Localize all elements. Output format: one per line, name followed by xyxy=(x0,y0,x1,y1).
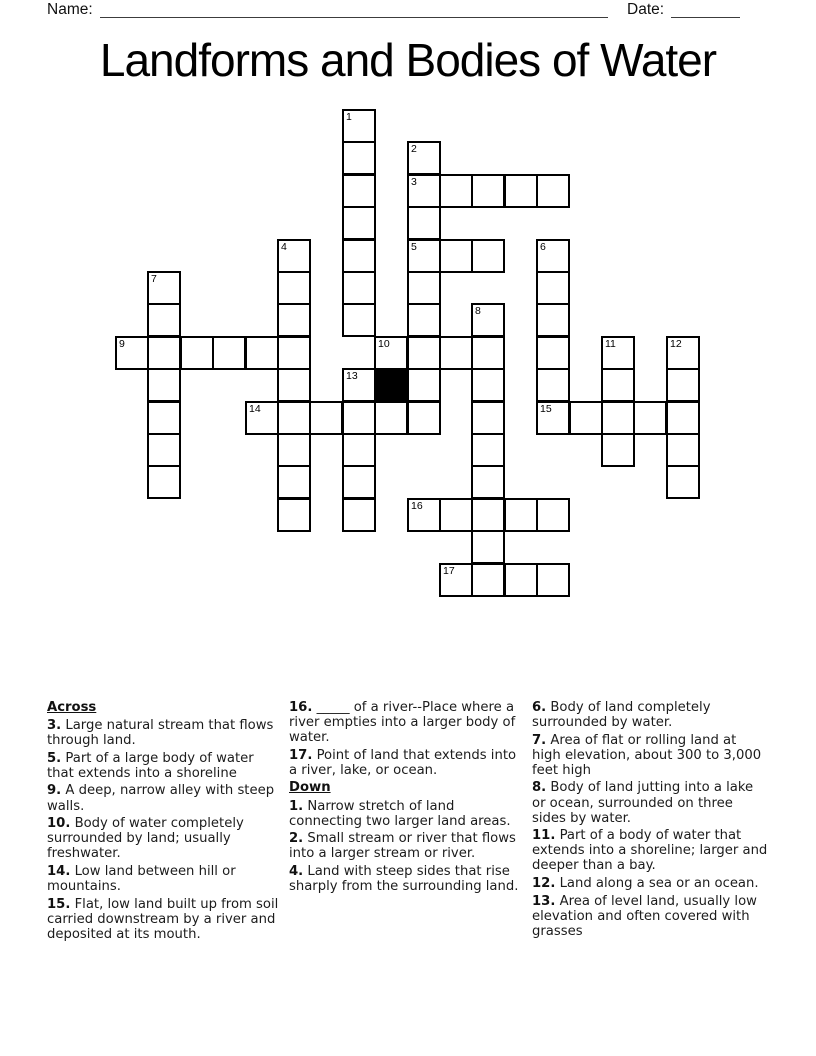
grid-cell xyxy=(407,271,441,305)
grid-cell xyxy=(407,239,441,273)
grid-cell xyxy=(147,465,181,499)
grid-cell xyxy=(407,206,441,240)
grid-cell xyxy=(504,563,538,597)
grid-cell xyxy=(536,303,570,337)
grid-cell xyxy=(245,401,279,435)
grid-cell xyxy=(147,433,181,467)
grid-cell xyxy=(147,368,181,402)
grid-cell xyxy=(666,336,700,370)
grid-cell xyxy=(504,498,538,532)
grid-cell xyxy=(536,174,570,208)
grid-cell xyxy=(374,336,408,370)
grid-cell xyxy=(147,401,181,435)
clue-number: 13. xyxy=(532,893,556,909)
grid-cell xyxy=(536,563,570,597)
cell-number: 11 xyxy=(605,337,616,350)
cell-number: 9 xyxy=(119,337,125,350)
clue-number: 10. xyxy=(47,816,71,832)
grid-cell xyxy=(212,336,246,370)
grid-cell xyxy=(471,174,505,208)
clue-number: 15. xyxy=(47,896,71,912)
grid-cell xyxy=(277,465,311,499)
grid-cell xyxy=(277,336,311,370)
grid-cell xyxy=(342,141,376,175)
grid-cell xyxy=(471,530,505,564)
cell-number: 17 xyxy=(443,564,455,577)
cell-number: 13 xyxy=(346,369,358,382)
grid-cell xyxy=(342,498,376,532)
clue-number: 1. xyxy=(289,798,304,814)
grid-cell xyxy=(277,368,311,402)
black-cell xyxy=(374,368,408,402)
grid-cell xyxy=(245,336,279,370)
clue-section-heading: Down xyxy=(289,780,331,796)
grid-cell xyxy=(277,401,311,435)
cell-number: 3 xyxy=(411,175,417,188)
grid-cell xyxy=(277,498,311,532)
clue: 4. Land with steep sides that rise sharply from the surrounding land. xyxy=(289,863,519,895)
clue-number: 6. xyxy=(532,700,547,715)
clue-section-heading: Across xyxy=(47,700,97,715)
grid-cell xyxy=(471,465,505,499)
clue-number: 9. xyxy=(47,783,62,799)
grid-cell xyxy=(471,401,505,435)
grid-cell xyxy=(309,401,343,435)
grid-cell xyxy=(504,174,538,208)
grid-cell xyxy=(147,303,181,337)
clue: 5. Part of a large body of water that extends into a shoreline xyxy=(47,750,254,781)
clue-number: 14. xyxy=(47,863,71,879)
clue: 14. Low land between hill or mountains. xyxy=(47,863,236,895)
grid-cell xyxy=(569,401,603,435)
grid-cell xyxy=(536,271,570,305)
cell-number: 16 xyxy=(411,499,423,512)
grid-cell xyxy=(342,109,376,143)
cell-number: 12 xyxy=(670,337,682,350)
clue: 8. Body of land jutting into a lake or ocean, surrounded on three sides by water. xyxy=(532,780,754,826)
grid-cell xyxy=(536,498,570,532)
clue-number: 5. xyxy=(47,750,62,766)
cell-number: 7 xyxy=(151,272,157,285)
grid-cell xyxy=(342,239,376,273)
grid-cell xyxy=(439,563,473,597)
grid-cell xyxy=(277,433,311,467)
grid-cell xyxy=(439,239,473,273)
grid-cell xyxy=(666,368,700,402)
clue: 17. Point of land that extends into a river, lake, or ocean. xyxy=(289,747,517,778)
clue-number: 12. xyxy=(532,876,556,892)
cell-number: 14 xyxy=(249,402,261,415)
cell-number: 4 xyxy=(281,240,287,253)
grid-cell xyxy=(439,174,473,208)
grid-cell xyxy=(342,271,376,305)
clue: 16. _____ of a river--Place where a river empties into a larger body of water. xyxy=(289,700,516,746)
cell-number: 5 xyxy=(411,240,417,253)
cell-number: 6 xyxy=(540,240,546,253)
grid-cell xyxy=(536,336,570,370)
grid-cell xyxy=(407,174,441,208)
clue-column-1 xyxy=(47,700,280,944)
clue: 11. Part of a body of water that extends into a shoreline; larger and deeper than a bay. xyxy=(532,828,768,874)
clue: 9. A deep, narrow alley with steep walls. xyxy=(47,783,275,814)
grid-cell xyxy=(180,336,214,370)
grid-cell xyxy=(471,368,505,402)
grid-cell xyxy=(536,368,570,402)
clue: 1. Narrow stretch of land connecting two larger land areas. xyxy=(289,798,511,829)
grid-cell xyxy=(471,563,505,597)
grid-cell xyxy=(471,336,505,370)
grid-cell xyxy=(407,141,441,175)
clue-number: 11. xyxy=(532,828,556,844)
grid-cell xyxy=(601,336,635,370)
grid-cell xyxy=(342,206,376,240)
grid-cell xyxy=(407,303,441,337)
grid-cell xyxy=(471,498,505,532)
cell-number: 2 xyxy=(411,142,417,155)
clue: 2. Small stream or river that flows into a larger stream or river. xyxy=(289,831,516,862)
clue-number: 16. xyxy=(289,700,313,715)
grid-cell xyxy=(277,271,311,305)
grid-cell xyxy=(536,239,570,273)
grid-cell xyxy=(147,336,181,370)
clue: 13. Area of level land, usually low elevation and often covered with grasses xyxy=(532,893,757,939)
grid-cell xyxy=(115,336,149,370)
clue-column-3 xyxy=(532,700,768,941)
clue-number: 8. xyxy=(532,780,547,796)
cell-number: 15 xyxy=(540,402,552,415)
grid-cell xyxy=(601,368,635,402)
grid-cell xyxy=(471,303,505,337)
grid-cell xyxy=(471,239,505,273)
grid-cell xyxy=(407,498,441,532)
grid-cell xyxy=(536,401,570,435)
clue-column-2 xyxy=(289,700,523,897)
clue-number: 2. xyxy=(289,831,304,847)
date-label: Date: xyxy=(627,1,665,18)
grid-cell xyxy=(601,433,635,467)
grid-cell xyxy=(342,174,376,208)
grid-cell xyxy=(666,465,700,499)
grid-cell xyxy=(277,239,311,273)
grid-cell xyxy=(342,433,376,467)
grid-cell xyxy=(147,271,181,305)
grid-cell xyxy=(471,433,505,467)
grid-cell xyxy=(633,401,667,435)
name-label: Name: xyxy=(47,1,93,18)
clue: 3. Large natural stream that flows through land. xyxy=(47,718,274,749)
grid-cell xyxy=(439,336,473,370)
grid-cell xyxy=(439,498,473,532)
clue: 7. Area of flat or rolling land at high elevation, about 300 to 3,000 feet high xyxy=(532,732,762,778)
cell-number: 8 xyxy=(475,304,481,317)
clue: 12. Land along a sea or an ocean. xyxy=(532,876,759,892)
grid-cell xyxy=(407,401,441,435)
grid-cell xyxy=(342,465,376,499)
grid-cell xyxy=(407,368,441,402)
grid-cell xyxy=(342,401,376,435)
grid-cell xyxy=(666,433,700,467)
clue: 6. Body of land completely surrounded by water. xyxy=(532,700,711,731)
cell-number: 1 xyxy=(346,110,352,123)
cell-number: 10 xyxy=(378,337,390,350)
grid-cell xyxy=(666,401,700,435)
grid-cell xyxy=(601,401,635,435)
clue: 10. Body of water completely surrounded by land; usually freshwater. xyxy=(47,816,244,862)
clue-number: 7. xyxy=(532,732,547,748)
clue: 15. Flat, low land built up from soil carried downstream by a river and deposited at its mouth. xyxy=(47,896,279,942)
clue-number: 4. xyxy=(289,863,304,879)
clue-number: 3. xyxy=(47,718,62,734)
grid-cell xyxy=(374,401,408,435)
grid-cell xyxy=(342,368,376,402)
grid-cell xyxy=(407,336,441,370)
grid-cell xyxy=(277,303,311,337)
page-title: Landforms and Bodies of Water xyxy=(99,34,717,86)
clue-number: 17. xyxy=(289,747,313,763)
grid-cell xyxy=(342,303,376,337)
